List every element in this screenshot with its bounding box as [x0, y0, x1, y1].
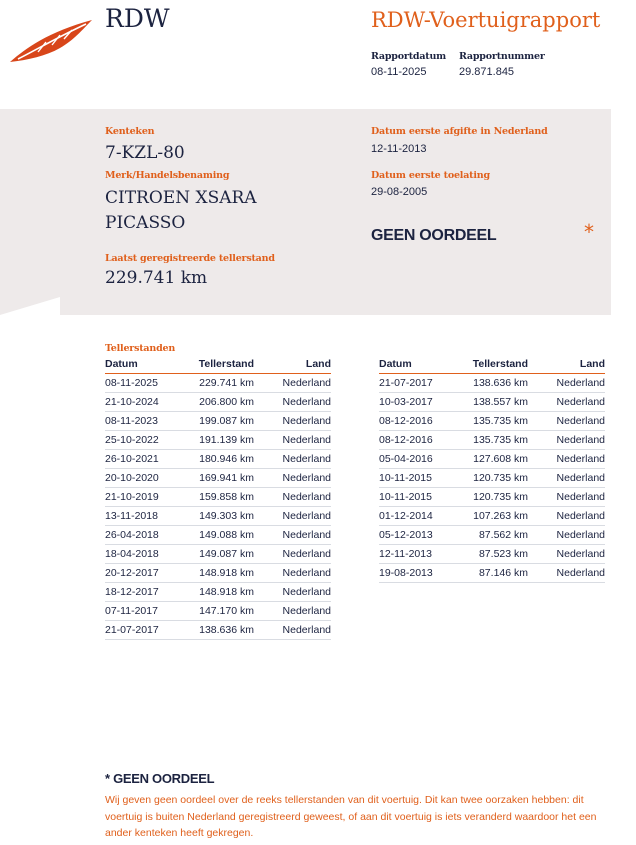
table-row	[379, 450, 605, 469]
table-row	[105, 545, 331, 564]
reading-date: 21-10-2024	[105, 393, 181, 412]
reading-country: Nederland	[254, 621, 331, 640]
reading-country: Nederland	[254, 412, 331, 431]
reading-odometer: 87.562 km	[455, 526, 528, 545]
reading-date: 26-04-2018	[105, 526, 181, 545]
reading-date: 25-10-2022	[105, 431, 181, 450]
reading-country: Nederland	[528, 526, 605, 545]
reading-date: 26-10-2021	[105, 450, 181, 469]
reading-date: 12-11-2013	[379, 545, 455, 564]
first-registration-nl-date: 12-11-2013	[371, 143, 427, 155]
reading-date: 08-12-2016	[379, 412, 455, 431]
reading-date: 20-12-2017	[105, 564, 181, 583]
table-row	[105, 431, 331, 450]
reading-odometer: 149.303 km	[181, 507, 254, 526]
readings-table-left	[105, 358, 331, 640]
table-row	[379, 507, 605, 526]
first-admission-label: Datum eerste toelating	[371, 170, 490, 181]
reading-date: 18-04-2018	[105, 545, 181, 564]
reading-country: Nederland	[528, 507, 605, 526]
reading-date: 01-12-2014	[379, 507, 455, 526]
report-date-label: Rapportdatum	[371, 51, 447, 62]
reading-odometer: 169.941 km	[181, 469, 254, 488]
reading-odometer: 148.918 km	[181, 583, 254, 602]
readings-title: Tellerstanden	[105, 343, 176, 354]
reading-odometer: 138.636 km	[181, 621, 254, 640]
odometer-label: Laatst geregistreerde tellerstand	[105, 253, 275, 264]
report-date: 08-11-2025	[371, 66, 427, 78]
reading-odometer: 138.557 km	[455, 393, 528, 412]
reading-country: Nederland	[254, 450, 331, 469]
reading-odometer: 120.735 km	[455, 469, 528, 488]
reading-country: Nederland	[528, 450, 605, 469]
reading-country: Nederland	[254, 393, 331, 412]
reading-odometer: 229.741 km	[181, 374, 254, 393]
reading-date: 05-04-2016	[379, 450, 455, 469]
table-row	[105, 602, 331, 621]
table-row	[105, 469, 331, 488]
reading-odometer: 147.170 km	[181, 602, 254, 621]
reading-date: 19-08-2013	[379, 564, 455, 583]
report-number-label: Rapportnummer	[459, 51, 545, 62]
table-row	[379, 564, 605, 583]
table-row	[379, 488, 605, 507]
footnote-title: * GEEN OORDEEL	[105, 771, 215, 786]
reading-country: Nederland	[528, 488, 605, 507]
table-row	[379, 374, 605, 393]
report-number: 29.871.845	[459, 66, 515, 78]
reading-odometer: 191.139 km	[181, 431, 254, 450]
first-registration-nl-label: Datum eerste afgifte in Nederland	[371, 126, 548, 137]
table-row	[105, 507, 331, 526]
reading-odometer: 149.088 km	[181, 526, 254, 545]
table-row	[105, 393, 331, 412]
reading-country: Nederland	[528, 431, 605, 450]
reading-odometer: 138.636 km	[455, 374, 528, 393]
reading-date: 10-03-2017	[379, 393, 455, 412]
reading-odometer: 159.858 km	[181, 488, 254, 507]
table-row	[379, 469, 605, 488]
reading-date: 21-07-2017	[105, 621, 181, 640]
table-row	[379, 393, 605, 412]
vehicle-summary-panel	[0, 109, 611, 315]
make-value-line2: PICASSO	[105, 213, 186, 233]
reading-country: Nederland	[254, 583, 331, 602]
reading-odometer: 180.946 km	[181, 450, 254, 469]
table-row	[105, 564, 331, 583]
reading-country: Nederland	[254, 507, 331, 526]
table-row	[379, 431, 605, 450]
plate-value: 7-KZL-80	[105, 143, 185, 163]
rdw-logo-icon	[8, 18, 94, 64]
reading-date: 21-10-2019	[105, 488, 181, 507]
reading-country: Nederland	[254, 431, 331, 450]
reading-date: 21-07-2017	[379, 374, 455, 393]
table-row	[379, 412, 605, 431]
reading-odometer: 87.146 km	[455, 564, 528, 583]
reading-odometer: 135.735 km	[455, 431, 528, 450]
verdict-asterisk: *	[584, 220, 594, 244]
reading-country: Nederland	[528, 374, 605, 393]
first-admission-date: 29-08-2005	[371, 186, 428, 198]
reading-date: 07-11-2017	[105, 602, 181, 621]
reading-country: Nederland	[528, 564, 605, 583]
plate-label: Kenteken	[105, 126, 155, 137]
reading-odometer: 135.735 km	[455, 412, 528, 431]
column-header-date: Datum	[379, 358, 455, 374]
verdict: GEEN OORDEEL	[371, 227, 497, 244]
table-row	[105, 526, 331, 545]
reading-country: Nederland	[254, 374, 331, 393]
reading-date: 05-12-2013	[379, 526, 455, 545]
reading-odometer: 148.918 km	[181, 564, 254, 583]
table-row	[105, 621, 331, 640]
reading-country: Nederland	[254, 545, 331, 564]
table-row	[379, 526, 605, 545]
table-row	[105, 583, 331, 602]
reading-odometer: 127.608 km	[455, 450, 528, 469]
reading-date: 13-11-2018	[105, 507, 181, 526]
reading-odometer: 206.800 km	[181, 393, 254, 412]
reading-date: 10-11-2015	[379, 488, 455, 507]
make-value-line1: CITROEN XSARA	[105, 188, 257, 208]
reading-odometer: 120.735 km	[455, 488, 528, 507]
reading-country: Nederland	[254, 469, 331, 488]
odometer-value: 229.741 km	[105, 268, 208, 288]
reading-odometer: 107.263 km	[455, 507, 528, 526]
table-row	[105, 412, 331, 431]
column-header-odometer: Tellerstand	[181, 358, 254, 374]
reading-odometer: 87.523 km	[455, 545, 528, 564]
reading-date: 08-12-2016	[379, 431, 455, 450]
reading-date: 18-12-2017	[105, 583, 181, 602]
table-row	[105, 374, 331, 393]
table-row	[105, 450, 331, 469]
brand-name: RDW	[105, 4, 170, 33]
column-header-country: Land	[528, 358, 605, 374]
reading-country: Nederland	[528, 469, 605, 488]
reading-country: Nederland	[528, 545, 605, 564]
column-header-odometer: Tellerstand	[455, 358, 528, 374]
report-title: RDW-Voertuigrapport	[371, 8, 601, 32]
make-label: Merk/Handelsbenaming	[105, 170, 230, 181]
table-row	[379, 545, 605, 564]
column-header-date: Datum	[105, 358, 181, 374]
column-header-country: Land	[254, 358, 331, 374]
reading-country: Nederland	[254, 602, 331, 621]
reading-country: Nederland	[254, 526, 331, 545]
reading-date: 08-11-2023	[105, 412, 181, 431]
reading-date: 08-11-2025	[105, 374, 181, 393]
reading-odometer: 199.087 km	[181, 412, 254, 431]
reading-date: 10-11-2015	[379, 469, 455, 488]
table-row	[105, 488, 331, 507]
reading-country: Nederland	[254, 488, 331, 507]
reading-country: Nederland	[254, 564, 331, 583]
footnote-text: Wij geven geen oordeel over de reeks tellerstanden van dit voertuig. Dit kan twee oorzaken hebben: dit voertuig is buiten Nederland geregistreerd geweest, of aan dit voertuig is iets veranderd waardoor het een ander kenteken heeft gekregen.	[105, 794, 597, 839]
reading-odometer: 149.087 km	[181, 545, 254, 564]
readings-table-right	[379, 358, 605, 583]
reading-country: Nederland	[528, 393, 605, 412]
reading-country: Nederland	[528, 412, 605, 431]
reading-date: 20-10-2020	[105, 469, 181, 488]
